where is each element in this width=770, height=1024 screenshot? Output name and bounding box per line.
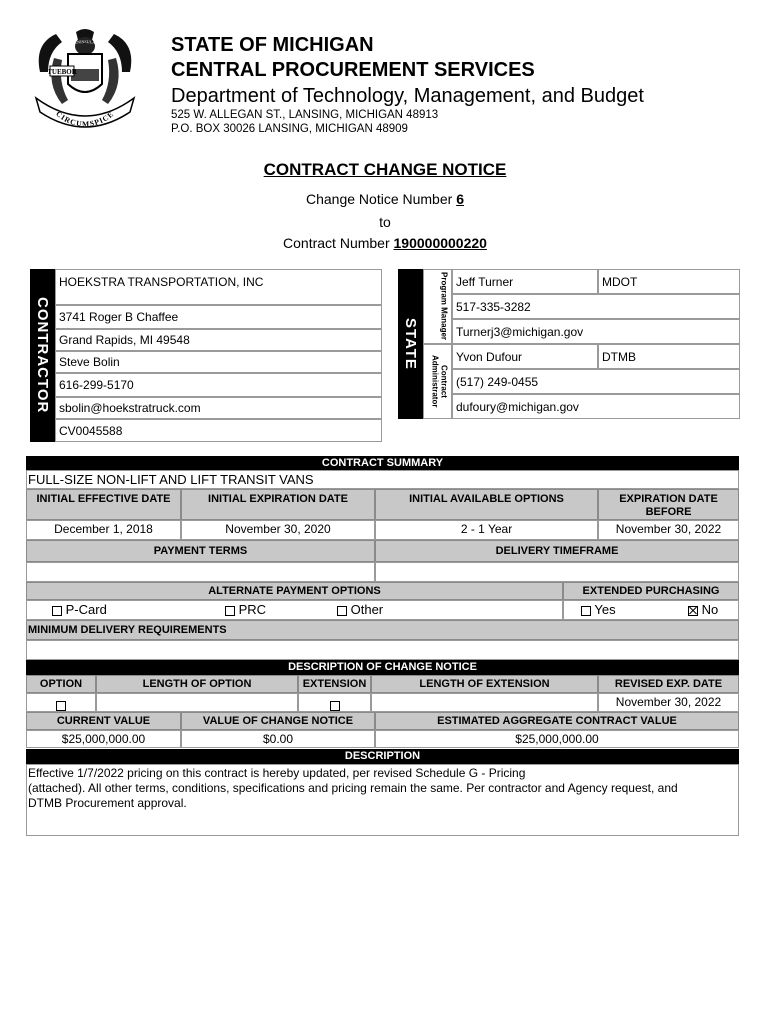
contract-admin-agency: DTMB [598,344,740,369]
min-delivery-value [26,640,739,660]
contractor-vendor-id: CV0045588 [55,419,382,442]
contractor-band-label: CONTRACTOR [34,297,51,414]
yes-label: Yes [594,602,616,617]
col-current-value: CURRENT VALUE [26,712,181,730]
col-exp-before-line2: BEFORE [645,506,692,518]
prc-option[interactable] [225,602,266,617]
to-line: to [379,214,391,230]
contractor-name: HOEKSTRA TRANSPORTATION, INC [55,269,382,305]
summary-description: FULL-SIZE NON-LIFT AND LIFT TRANSIT VANS [26,470,739,489]
prc-label: PRC [238,602,267,617]
description-body [26,764,739,836]
extended-purchasing-label: EXTENDED PURCHASING [563,582,739,600]
change-notice-label: Change Notice Number [306,191,457,207]
yes-checkbox[interactable] [581,606,591,616]
description-header: DESCRIPTION [26,749,739,764]
length-extension-cell [371,693,598,712]
no-option[interactable] [688,602,718,617]
summary-header: CONTRACT SUMMARY [26,456,739,470]
col-exp-before [598,489,739,520]
state-title: STATE OF MICHIGAN [171,34,374,56]
col-initial-effective: INITIAL EFFECTIVE DATE [26,489,181,520]
contract-number-label: Contract Number [283,235,394,251]
initial-expiration-date: November 30, 2020 [181,520,375,540]
no-label: No [701,602,719,617]
change-notice-line [0,191,770,207]
pcard-label: P-Card [65,602,107,617]
col-initial-expiration: INITIAL EXPIRATION DATE [181,489,375,520]
no-checkbox-checked[interactable] [688,606,698,616]
contractor-band [30,269,55,442]
contract-admin-label: Contract Administrator [430,355,449,408]
state-band-label: STATE [402,318,419,370]
col-extension: EXTENSION [298,675,371,693]
description-line-1: Effective 1/7/2022 pricing on this contract is hereby updated, per revised Schedule G - Pricing [28,766,526,780]
length-option-cell [96,693,298,712]
contractor-email: sbolin@hoekstratruck.com [55,397,382,419]
contract-admin-phone: (517) 249-0455 [452,369,740,394]
col-initial-options: INITIAL AVAILABLE OPTIONS [375,489,598,520]
contract-admin-name: Yvon Dufour [452,344,598,369]
department-title: Department of Technology, Management, and Budget [171,85,644,107]
revised-exp-date: November 30, 2022 [598,693,739,712]
current-value: $25,000,000.00 [26,730,181,748]
program-manager-label: Program Manager [439,272,449,341]
extension-checkbox[interactable] [330,701,340,711]
contractor-address-1: 3741 Roger B Chaffee [55,305,382,329]
program-manager-label-cell [423,269,452,344]
pcard-option[interactable] [52,602,107,617]
program-manager-phone: 517-335-3282 [452,294,740,319]
yes-option[interactable] [581,602,616,617]
address-line-2: P.O. BOX 30026 LANSING, MICHIGAN 48909 [171,123,408,135]
prc-checkbox[interactable] [225,606,235,616]
payment-terms-value [26,562,375,582]
change-value: $0.00 [181,730,375,748]
col-option: OPTION [26,675,96,693]
col-change-value: VALUE OF CHANGE NOTICE [181,712,375,730]
contract-admin-email: dufoury@michigan.gov [452,394,740,419]
notice-title: CONTRACT CHANGE NOTICE [263,160,507,179]
contractor-contact: Steve Bolin [55,351,382,373]
program-manager-email: Turnerj3@michigan.gov [452,319,740,344]
description-line-3: DTMB Procurement approval. [28,796,187,810]
office-title: CENTRAL PROCUREMENT SERVICES [171,59,535,81]
other-label: Other [350,602,384,617]
description-line-2: (attached). All other terms, conditions, specifications and pricing remain the same. Per contractor and Agency request, and [28,781,678,795]
michigan-state-seal [26,24,144,142]
delivery-timeframe-value [375,562,739,582]
option-checkbox[interactable] [56,701,66,711]
seal-motto: TUEBOR [47,68,77,76]
contractor-phone: 616-299-5170 [55,373,382,397]
initial-effective-date: December 1, 2018 [26,520,181,540]
col-length-extension: LENGTH OF EXTENSION [371,675,598,693]
contract-number: 190000000220 [393,235,487,251]
seal-bottom-text: CIRCUMSPICE [54,109,116,129]
aggregate-value: $25,000,000.00 [375,730,739,748]
program-manager-agency: MDOT [598,269,740,294]
min-delivery-label: MINIMUM DELIVERY REQUIREMENTS [26,620,739,640]
address-line-1: 525 W. ALLEGAN ST., LANSING, MICHIGAN 48913 [171,109,439,121]
change-notice-header: DESCRIPTION OF CHANGE NOTICE [26,660,739,675]
contract-number-line [0,235,770,251]
col-aggregate-value: ESTIMATED AGGREGATE CONTRACT VALUE [375,712,739,730]
contractor-address-2: Grand Rapids, MI 49548 [55,329,382,351]
payment-terms-label: PAYMENT TERMS [26,540,375,562]
extension-cell [298,693,371,712]
col-revised-exp-date: REVISED EXP. DATE [598,675,739,693]
program-manager-name: Jeff Turner [452,269,598,294]
change-notice-number: 6 [456,191,464,207]
initial-options: 2 - 1 Year [375,520,598,540]
contract-admin-label-cell [423,344,452,419]
delivery-timeframe-label: DELIVERY TIMEFRAME [375,540,739,562]
alt-payment-label: ALTERNATE PAYMENT OPTIONS [26,582,563,600]
pcard-checkbox[interactable] [52,606,62,616]
col-exp-before-line1: EXPIRATION DATE [619,493,718,505]
state-band [398,269,423,419]
exp-before-date: November 30, 2022 [598,520,739,540]
other-option[interactable] [337,602,383,617]
seal-top-text: SI QUAERIS PENINSULAM AMOENAM [50,38,120,58]
option-cell [26,693,96,712]
col-length-option: LENGTH OF OPTION [96,675,298,693]
other-checkbox[interactable] [337,606,347,616]
